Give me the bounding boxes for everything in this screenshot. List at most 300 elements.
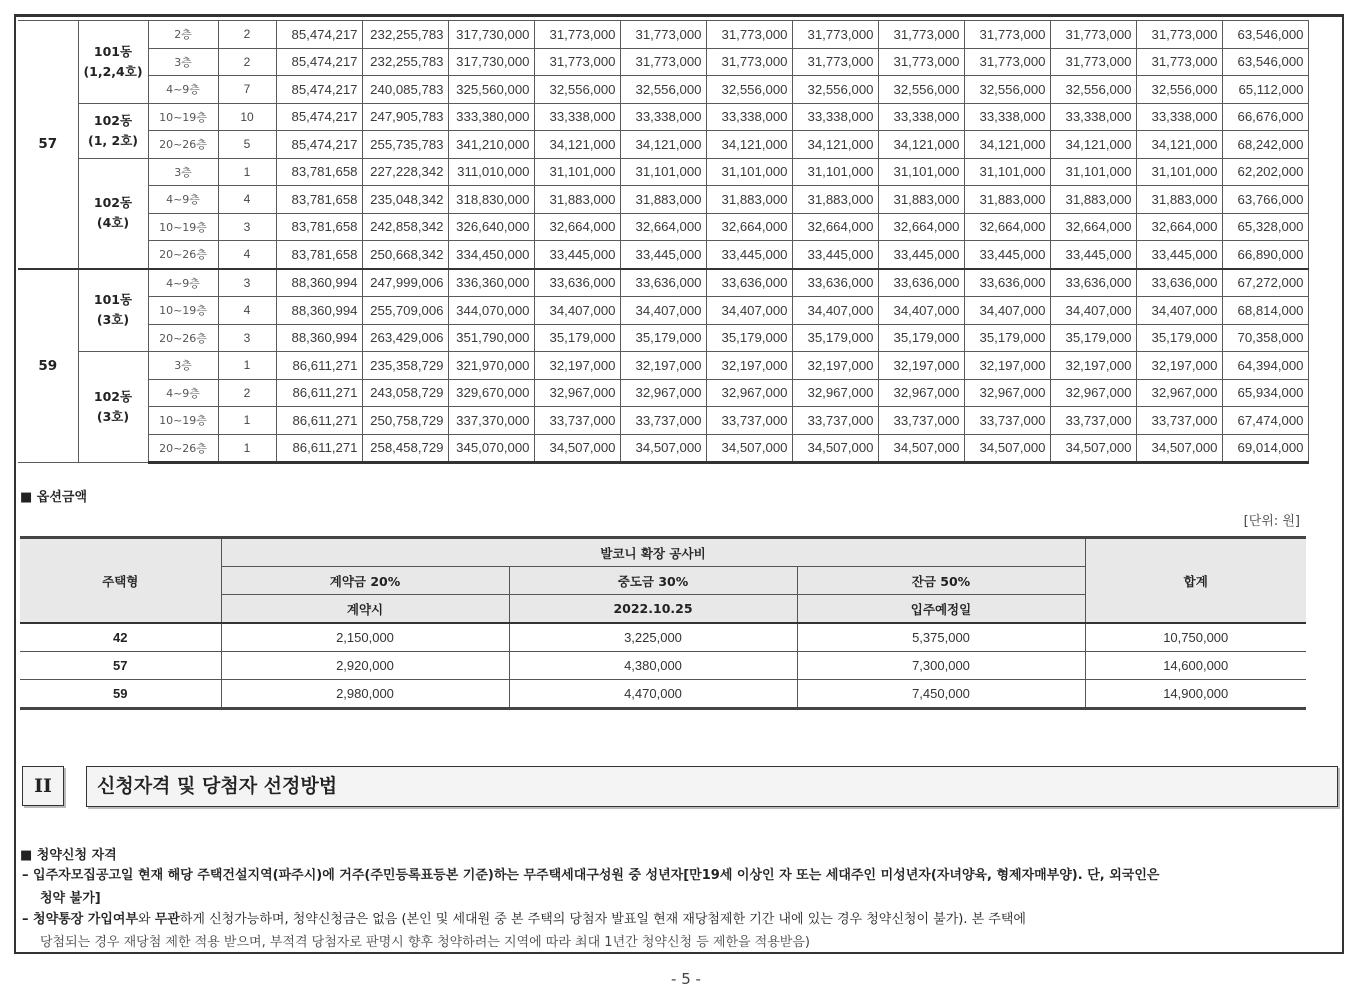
price-cell: 85,474,217 (276, 21, 362, 49)
price-cell: 34,407,000 (620, 297, 706, 325)
price-cell: 34,507,000 (792, 434, 878, 463)
price-cell: 32,556,000 (620, 76, 706, 104)
price-cell: 32,556,000 (706, 76, 792, 104)
floor-cell: 20~26층 (148, 131, 218, 159)
price-cell: 83,781,658 (276, 213, 362, 241)
eligibility-item-2-text: 하게 신청가능하며, 청약신청금은 없음 (본인 및 세대원 중 본 주택의 당첨자 발표일 현재 재당첨제한 기간 내에 있는 경우 청약신청이 불가). 본 주택에 (179, 912, 1026, 927)
price-cell: 67,474,000 (1222, 407, 1308, 435)
building-label-line: 102동 (93, 112, 133, 128)
cell-type: 59 (20, 680, 221, 709)
header-balcony-cost: 발코니 확장 공사비 (221, 538, 1085, 567)
table-row (18, 379, 1308, 407)
price-cell: 34,121,000 (792, 131, 878, 159)
floor-cell: 10~19층 (148, 407, 218, 435)
price-cell: 34,507,000 (878, 434, 964, 463)
eligibility-heading: ■ 청약신청 자격 (20, 848, 117, 863)
housing-type-cell: 59 (18, 269, 78, 463)
unit-count-cell: 3 (218, 213, 276, 241)
building-label-line: 102동 (93, 195, 133, 210)
price-cell: 235,358,729 (362, 352, 448, 380)
eligibility-item-2-mid: 와 (138, 912, 155, 927)
price-cell: 31,883,000 (1050, 186, 1136, 214)
building-label-line: (4호) (96, 215, 130, 230)
price-cell: 317,730,000 (448, 21, 534, 49)
price-cell: 235,048,342 (362, 186, 448, 214)
price-cell: 63,546,000 (1222, 21, 1308, 49)
page-number: - 5 - (671, 970, 701, 988)
price-cell: 31,773,000 (964, 48, 1050, 76)
price-cell: 85,474,217 (276, 131, 362, 159)
cell-deposit: 2,920,000 (221, 652, 509, 680)
option-section-heading: ■ 옵션금액 (20, 490, 88, 505)
unit-count-cell: 5 (218, 131, 276, 159)
price-cell: 31,101,000 (620, 158, 706, 186)
unit-count-cell: 3 (218, 324, 276, 352)
table-row (18, 434, 1308, 463)
price-cell: 33,445,000 (792, 241, 878, 269)
cell-middle: 3,225,000 (509, 623, 797, 652)
price-cell: 32,967,000 (620, 379, 706, 407)
price-cell: 32,664,000 (620, 213, 706, 241)
cell-type: 42 (20, 623, 221, 652)
floor-cell: 2층 (148, 21, 218, 49)
cell-deposit: 2,150,000 (221, 623, 509, 652)
price-cell: 33,636,000 (1136, 269, 1222, 297)
header-middle-date: 2022.10.25 (509, 595, 797, 624)
price-cell: 31,773,000 (706, 21, 792, 49)
price-cell: 33,338,000 (964, 103, 1050, 131)
price-cell: 250,668,342 (362, 241, 448, 269)
price-cell: 326,640,000 (448, 213, 534, 241)
building-cell (78, 158, 148, 269)
price-cell: 33,338,000 (706, 103, 792, 131)
eligibility-item-2 (22, 908, 1026, 931)
eligibility-item-2-bold-a: – 청약통장 가입여부 (22, 912, 139, 927)
price-cell: 31,883,000 (1136, 186, 1222, 214)
price-cell: 32,556,000 (1136, 76, 1222, 104)
price-cell: 34,121,000 (1050, 131, 1136, 159)
price-cell: 250,758,729 (362, 407, 448, 435)
price-cell: 70,358,000 (1222, 324, 1308, 352)
price-cell: 31,773,000 (1050, 21, 1136, 49)
price-cell: 31,101,000 (1136, 158, 1222, 186)
price-cell: 33,445,000 (964, 241, 1050, 269)
table-row (18, 103, 1308, 131)
price-cell: 86,611,271 (276, 352, 362, 380)
price-cell: 88,360,994 (276, 324, 362, 352)
unit-count-cell: 4 (218, 186, 276, 214)
price-cell: 33,636,000 (878, 269, 964, 297)
price-cell: 32,967,000 (706, 379, 792, 407)
unit-count-cell: 1 (218, 352, 276, 380)
supply-price-table (18, 20, 1309, 464)
price-cell: 31,101,000 (964, 158, 1050, 186)
price-cell: 31,101,000 (706, 158, 792, 186)
floor-cell: 3층 (148, 48, 218, 76)
building-label-line: 102동 (93, 389, 133, 404)
price-cell: 32,664,000 (1050, 213, 1136, 241)
price-cell: 227,228,342 (362, 158, 448, 186)
price-cell: 31,773,000 (706, 48, 792, 76)
price-cell: 32,556,000 (964, 76, 1050, 104)
price-cell: 83,781,658 (276, 158, 362, 186)
price-cell: 65,328,000 (1222, 213, 1308, 241)
price-cell: 34,507,000 (964, 434, 1050, 463)
price-cell: 32,967,000 (792, 379, 878, 407)
price-cell: 34,507,000 (534, 434, 620, 463)
eligibility-item-2-cont: 당첨되는 경우 재당첨 제한 적용 받으며, 부적격 당첨자로 판명시 향후 청약하려는 지역에 따라 최대 1년간 청약신청 등 제한을 적용받음) (40, 935, 810, 950)
cell-middle: 4,470,000 (509, 680, 797, 709)
price-cell: 31,773,000 (878, 48, 964, 76)
price-cell: 32,197,000 (964, 352, 1050, 380)
table-row (18, 21, 1308, 49)
floor-cell: 10~19층 (148, 103, 218, 131)
price-cell: 32,197,000 (620, 352, 706, 380)
floor-cell: 20~26층 (148, 324, 218, 352)
price-cell: 33,445,000 (1136, 241, 1222, 269)
price-cell: 32,197,000 (706, 352, 792, 380)
eligibility-item-1-cont: 청약 불가] (40, 891, 101, 906)
header-middle-payment: 중도금 30% (509, 567, 797, 595)
price-cell: 31,883,000 (878, 186, 964, 214)
price-cell: 240,085,783 (362, 76, 448, 104)
floor-cell: 4~9층 (148, 269, 218, 297)
price-cell: 333,380,000 (448, 103, 534, 131)
table-row (18, 158, 1308, 186)
header-balance-date: 입주예정일 (797, 595, 1085, 624)
price-cell: 247,905,783 (362, 103, 448, 131)
cell-middle: 4,380,000 (509, 652, 797, 680)
building-cell (78, 21, 148, 104)
price-cell: 32,664,000 (534, 213, 620, 241)
price-cell: 33,445,000 (706, 241, 792, 269)
price-cell: 31,883,000 (620, 186, 706, 214)
table-row (20, 680, 1306, 709)
price-cell: 35,179,000 (706, 324, 792, 352)
table-row (20, 623, 1306, 652)
cell-balance: 5,375,000 (797, 623, 1085, 652)
price-cell: 32,197,000 (1050, 352, 1136, 380)
price-cell: 329,670,000 (448, 379, 534, 407)
price-cell: 66,676,000 (1222, 103, 1308, 131)
price-cell: 85,474,217 (276, 48, 362, 76)
price-cell: 69,014,000 (1222, 434, 1308, 463)
floor-cell: 4~9층 (148, 186, 218, 214)
price-cell: 33,445,000 (878, 241, 964, 269)
price-cell: 34,507,000 (706, 434, 792, 463)
price-cell: 321,970,000 (448, 352, 534, 380)
price-cell: 33,445,000 (620, 241, 706, 269)
price-cell: 33,338,000 (534, 103, 620, 131)
price-cell: 31,773,000 (620, 48, 706, 76)
eligibility-item-2-bold-b: 무관 (154, 912, 180, 927)
price-cell: 232,255,783 (362, 21, 448, 49)
price-cell: 33,636,000 (792, 269, 878, 297)
building-label-line: (1,2,4호) (83, 63, 143, 79)
option-price-table (20, 536, 1306, 710)
price-cell: 33,445,000 (1050, 241, 1136, 269)
cell-total: 10,750,000 (1085, 623, 1306, 652)
price-cell: 31,773,000 (620, 21, 706, 49)
table-row (18, 76, 1308, 104)
floor-cell: 3층 (148, 158, 218, 186)
unit-count-cell: 1 (218, 407, 276, 435)
price-cell: 33,636,000 (620, 269, 706, 297)
price-cell: 337,370,000 (448, 407, 534, 435)
cell-type: 57 (20, 652, 221, 680)
building-cell (78, 352, 148, 463)
price-cell: 34,407,000 (792, 297, 878, 325)
price-cell: 31,883,000 (964, 186, 1050, 214)
price-cell: 32,556,000 (878, 76, 964, 104)
price-cell: 34,121,000 (534, 131, 620, 159)
price-cell: 31,773,000 (534, 21, 620, 49)
price-cell: 31,101,000 (1050, 158, 1136, 186)
price-cell: 33,338,000 (1050, 103, 1136, 131)
price-cell: 32,664,000 (792, 213, 878, 241)
building-cell (78, 103, 148, 158)
price-cell: 317,730,000 (448, 48, 534, 76)
price-cell: 31,883,000 (534, 186, 620, 214)
price-cell: 32,664,000 (1136, 213, 1222, 241)
price-cell: 34,507,000 (620, 434, 706, 463)
floor-cell: 10~19층 (148, 297, 218, 325)
price-cell: 33,636,000 (964, 269, 1050, 297)
unit-count-cell: 2 (218, 48, 276, 76)
price-cell: 88,360,994 (276, 297, 362, 325)
price-cell: 62,202,000 (1222, 158, 1308, 186)
price-cell: 341,210,000 (448, 131, 534, 159)
price-cell: 33,338,000 (620, 103, 706, 131)
price-cell: 35,179,000 (1050, 324, 1136, 352)
chapter-title: 신청자격 및 당첨자 선정방법 (86, 766, 1338, 807)
price-cell: 35,179,000 (1136, 324, 1222, 352)
floor-cell: 3층 (148, 352, 218, 380)
price-cell: 33,338,000 (792, 103, 878, 131)
price-cell: 31,883,000 (792, 186, 878, 214)
table-row (18, 48, 1308, 76)
price-cell: 67,272,000 (1222, 269, 1308, 297)
price-cell: 35,179,000 (534, 324, 620, 352)
price-cell: 35,179,000 (620, 324, 706, 352)
price-cell: 243,058,729 (362, 379, 448, 407)
unit-count-cell: 2 (218, 379, 276, 407)
table-row (18, 269, 1308, 297)
header-balance: 잔금 50% (797, 567, 1085, 595)
price-cell: 311,010,000 (448, 158, 534, 186)
building-label-line: (3호) (96, 312, 130, 328)
price-cell: 32,967,000 (964, 379, 1050, 407)
price-cell: 258,458,729 (362, 434, 448, 463)
price-cell: 32,197,000 (1136, 352, 1222, 380)
price-cell: 86,611,271 (276, 407, 362, 435)
price-cell: 318,830,000 (448, 186, 534, 214)
price-cell: 66,890,000 (1222, 241, 1308, 269)
unit-count-cell: 3 (218, 269, 276, 297)
price-cell: 33,636,000 (534, 269, 620, 297)
price-cell: 33,737,000 (534, 407, 620, 435)
price-cell: 63,546,000 (1222, 48, 1308, 76)
unit-count-cell: 4 (218, 241, 276, 269)
price-cell: 88,360,994 (276, 269, 362, 297)
table-row (18, 213, 1308, 241)
price-cell: 31,773,000 (534, 48, 620, 76)
price-cell: 32,197,000 (792, 352, 878, 380)
price-cell: 32,664,000 (964, 213, 1050, 241)
price-cell: 255,735,783 (362, 131, 448, 159)
building-label-line: 101동 (93, 43, 133, 59)
price-cell: 351,790,000 (448, 324, 534, 352)
floor-cell: 4~9층 (148, 76, 218, 104)
floor-cell: 20~26층 (148, 434, 218, 463)
price-cell: 32,197,000 (878, 352, 964, 380)
price-cell: 33,636,000 (1050, 269, 1136, 297)
table-row (20, 652, 1306, 680)
price-cell: 86,611,271 (276, 434, 362, 463)
price-cell: 35,179,000 (964, 324, 1050, 352)
price-cell: 32,556,000 (1050, 76, 1136, 104)
price-cell: 85,474,217 (276, 103, 362, 131)
price-cell: 34,121,000 (1136, 131, 1222, 159)
header-housing-type: 주택형 (20, 538, 221, 624)
price-cell: 35,179,000 (792, 324, 878, 352)
table-row (18, 186, 1308, 214)
cell-balance: 7,300,000 (797, 652, 1085, 680)
price-cell: 32,664,000 (878, 213, 964, 241)
price-cell: 65,112,000 (1222, 76, 1308, 104)
price-cell: 34,121,000 (964, 131, 1050, 159)
price-cell: 33,737,000 (620, 407, 706, 435)
price-cell: 33,737,000 (878, 407, 964, 435)
price-cell: 34,121,000 (878, 131, 964, 159)
price-cell: 32,967,000 (878, 379, 964, 407)
price-cell: 34,407,000 (534, 297, 620, 325)
price-cell: 33,737,000 (1136, 407, 1222, 435)
price-cell: 255,709,006 (362, 297, 448, 325)
price-cell: 34,121,000 (706, 131, 792, 159)
price-cell: 31,101,000 (534, 158, 620, 186)
price-cell: 34,121,000 (620, 131, 706, 159)
price-cell: 31,773,000 (878, 21, 964, 49)
price-cell: 32,967,000 (1136, 379, 1222, 407)
price-cell: 31,773,000 (792, 21, 878, 49)
price-cell: 64,394,000 (1222, 352, 1308, 380)
cell-total: 14,900,000 (1085, 680, 1306, 709)
table-row (18, 297, 1308, 325)
price-cell: 31,773,000 (964, 21, 1050, 49)
building-cell (78, 269, 148, 352)
unit-count-cell: 2 (218, 21, 276, 49)
price-cell: 232,255,783 (362, 48, 448, 76)
floor-cell: 4~9층 (148, 379, 218, 407)
unit-count-cell: 7 (218, 76, 276, 104)
price-cell: 32,664,000 (706, 213, 792, 241)
price-cell: 33,445,000 (534, 241, 620, 269)
price-cell: 34,407,000 (1136, 297, 1222, 325)
price-cell: 68,814,000 (1222, 297, 1308, 325)
price-cell: 32,556,000 (792, 76, 878, 104)
price-cell: 35,179,000 (878, 324, 964, 352)
price-cell: 31,101,000 (792, 158, 878, 186)
price-cell: 31,773,000 (792, 48, 878, 76)
price-cell: 83,781,658 (276, 186, 362, 214)
price-cell: 34,407,000 (1050, 297, 1136, 325)
price-cell: 33,338,000 (878, 103, 964, 131)
table-row (18, 352, 1308, 380)
price-cell: 263,429,006 (362, 324, 448, 352)
unit-count-cell: 1 (218, 434, 276, 463)
floor-cell: 10~19층 (148, 213, 218, 241)
price-cell: 34,507,000 (1050, 434, 1136, 463)
price-cell: 33,737,000 (964, 407, 1050, 435)
price-cell: 34,407,000 (964, 297, 1050, 325)
price-cell: 242,858,342 (362, 213, 448, 241)
price-cell: 31,101,000 (878, 158, 964, 186)
cell-total: 14,600,000 (1085, 652, 1306, 680)
cell-deposit: 2,980,000 (221, 680, 509, 709)
price-cell: 34,507,000 (1136, 434, 1222, 463)
price-cell: 33,737,000 (706, 407, 792, 435)
price-cell: 33,737,000 (1050, 407, 1136, 435)
unit-count-cell: 4 (218, 297, 276, 325)
price-cell: 336,360,000 (448, 269, 534, 297)
price-cell: 32,556,000 (534, 76, 620, 104)
price-cell: 31,883,000 (706, 186, 792, 214)
price-cell: 33,636,000 (706, 269, 792, 297)
price-cell: 65,934,000 (1222, 379, 1308, 407)
building-label-line: 101동 (93, 292, 133, 308)
price-cell: 33,338,000 (1136, 103, 1222, 131)
cell-balance: 7,450,000 (797, 680, 1085, 709)
price-cell: 344,070,000 (448, 297, 534, 325)
price-cell: 32,967,000 (1050, 379, 1136, 407)
header-deposit-date: 계약시 (221, 595, 509, 624)
eligibility-item-1: – 입주자모집공고일 현재 해당 주택건설지역(파주시)에 거주(주민등록표등본 기준)하는 무주택세대구성원 중 성년자[만19세 이상인 자 또는 세대주인 미성년자(자녀양육, 형제자매부양). 단, 외국인은 (22, 868, 1160, 883)
table-row (18, 407, 1308, 435)
housing-type-cell: 57 (18, 21, 78, 269)
price-cell: 83,781,658 (276, 241, 362, 269)
price-cell: 32,197,000 (534, 352, 620, 380)
unit-count-cell: 10 (218, 103, 276, 131)
price-cell: 34,407,000 (878, 297, 964, 325)
unit-label: [단위: 원] (1243, 514, 1300, 529)
price-cell: 325,560,000 (448, 76, 534, 104)
floor-cell: 20~26층 (148, 241, 218, 269)
unit-count-cell: 1 (218, 158, 276, 186)
price-cell: 31,773,000 (1136, 21, 1222, 49)
building-label-line: (3호) (96, 409, 130, 424)
building-label-line: (1, 2호) (88, 132, 138, 148)
header-deposit: 계약금 20% (221, 567, 509, 595)
price-cell: 63,766,000 (1222, 186, 1308, 214)
chapter-number: II (22, 766, 64, 806)
price-cell: 68,242,000 (1222, 131, 1308, 159)
price-cell: 247,999,006 (362, 269, 448, 297)
table-row (18, 241, 1308, 269)
price-cell: 86,611,271 (276, 379, 362, 407)
price-cell: 33,737,000 (792, 407, 878, 435)
price-cell: 345,070,000 (448, 434, 534, 463)
price-cell: 34,407,000 (706, 297, 792, 325)
price-cell: 334,450,000 (448, 241, 534, 269)
table-row (18, 324, 1308, 352)
price-cell: 32,967,000 (534, 379, 620, 407)
price-cell: 31,773,000 (1050, 48, 1136, 76)
price-cell: 31,773,000 (1136, 48, 1222, 76)
table-row (18, 131, 1308, 159)
price-cell: 85,474,217 (276, 76, 362, 104)
header-total: 합계 (1085, 538, 1306, 624)
